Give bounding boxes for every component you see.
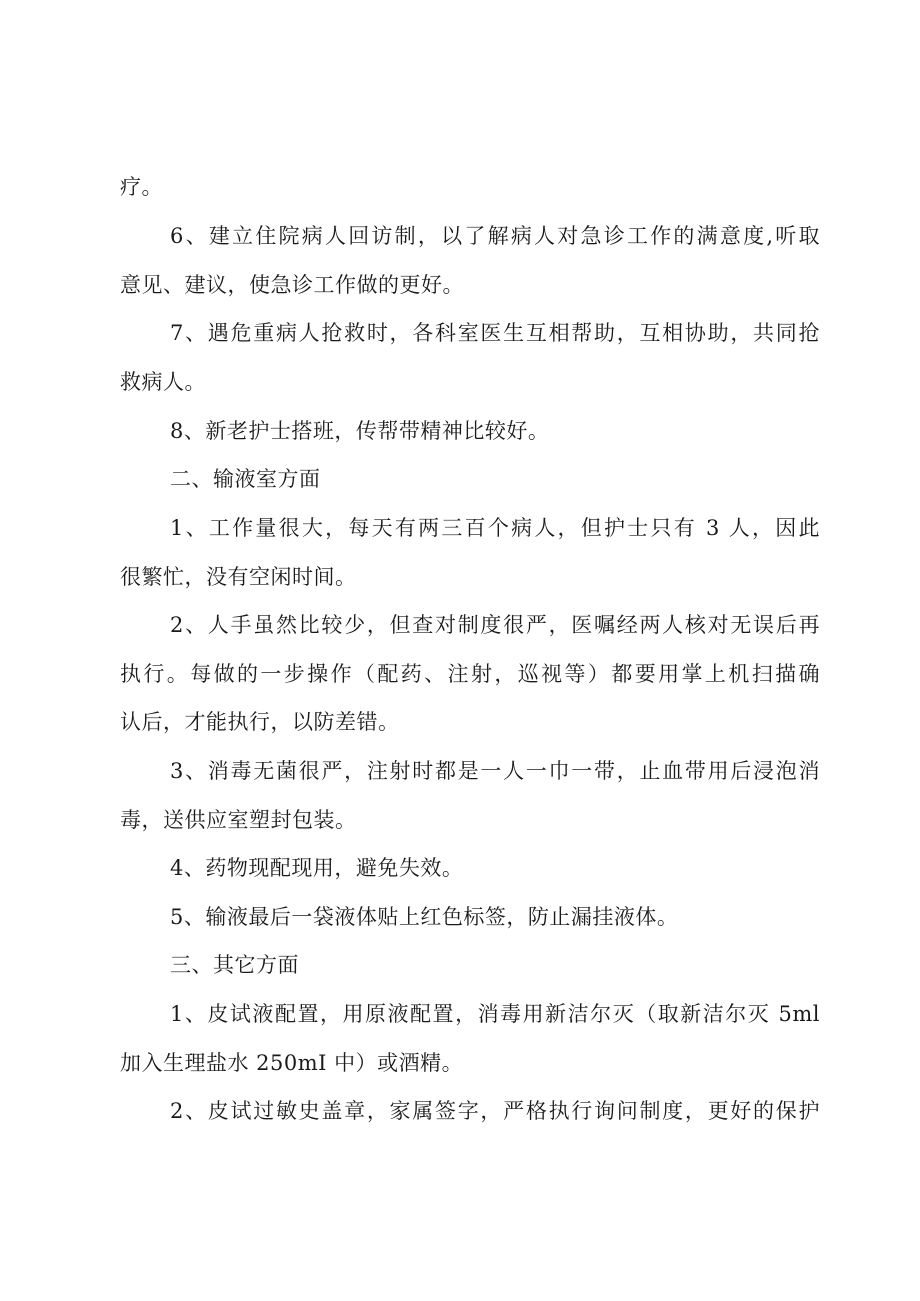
text-line-19: 加入生理盐水 250mI 中）或酒精。 [120,1051,464,1075]
text-line-1: 疗。 [120,175,163,199]
text-line-15: 4、药物现配现用，避免失效。 [170,856,464,880]
text-line-20: 2、皮试过敏史盖章，家属签字，严格执行询问制度，更好的保护 [170,1099,820,1123]
text-line-16: 5、输液最后一袋液体贴上红色标签，防止漏挂液体。 [170,905,679,929]
text-line-13: 3、消毒无菌很严，注射时都是一人一巾一带，止血带用后浸泡消 [170,759,820,783]
text-line-12: 认后，才能执行，以防差错。 [120,710,400,734]
text-line-8: 1、工作量很大，每天有两三百个病人，但护士只有 3 人，因此 [170,516,820,540]
text-line-11: 执行。每做的一步操作（配药、注射，巡视等）都要用掌上机扫描确 [120,662,820,686]
text-line-5: 救病人。 [120,370,206,394]
section-heading-2: 二、输液室方面 [170,467,321,491]
text-line-6: 8、新老护士搭班，传帮带精神比较好。 [170,419,550,443]
text-line-4: 7、遇危重病人抢救时，各科室医生互相帮助，互相协助，共同抢 [170,321,820,345]
text-line-18: 1、皮试液配置，用原液配置，消毒用新洁尔灭（取新洁尔灭 5ml [170,1002,820,1026]
text-line-14: 毒，送供应室塑封包装。 [120,808,357,832]
text-line-3: 意见、建议，使急诊工作做的更好。 [120,273,464,297]
text-line-10: 2、人手虽然比较少，但查对制度很严，医嘱经两人核对无误后再 [170,613,820,637]
text-line-9: 很繁忙，没有空闲时间。 [120,565,357,589]
text-line-2: 6、建立住院病人回访制，以了解病人对急诊工作的满意度,听取 [170,224,820,248]
section-heading-3: 三、其它方面 [170,953,299,977]
